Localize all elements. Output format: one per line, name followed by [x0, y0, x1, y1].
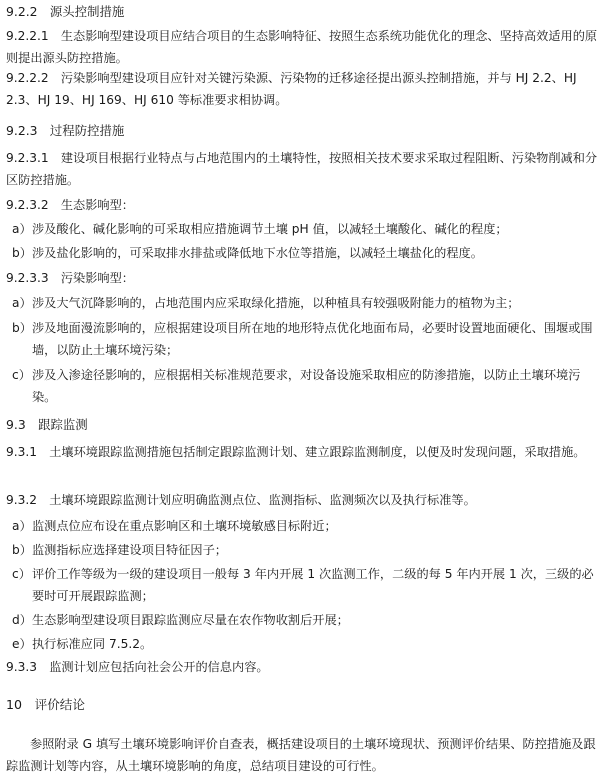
- list-item-text: 评价工作等级为一级的建设项目一般每 3 年内开展 1 次监测工作，二级的每 5 年内开展 1 次，三级的必要时可开展跟踪监测；: [32, 567, 594, 603]
- paragraph-9-2-2-1: 9.2.2.1 生态影响型建设项目应结合项目的生态影响特征、按照生态系统功能优化的理念、坚持高效适用的原则提出源头防控措施。: [6, 29, 598, 65]
- list-item: [12, 540, 604, 562]
- paragraph-9-2-3-1: 9.2.3.1 建设项目根据行业特点与占地范围内的土壤特性，按照相关技术要求采取过程阻断、污染物削减和分区防控措施。: [6, 151, 598, 187]
- paragraph-9-2-2-2: 9.2.2.2 污染影响型建设项目应针对关键污染源、污染物的迁移途径提出源头控制措施，并与 HJ 2.2、HJ 2.3、HJ 19、HJ 169、HJ 610 等标准要求相协调。: [6, 71, 577, 107]
- paragraph-9-3-2: 9.3.2 土壤环境跟踪监测计划应明确监测点位、监测指标、监测频次以及执行标准等。: [6, 493, 476, 507]
- list-item: [12, 293, 604, 315]
- list-item-text: 监测点位应布设在重点影响区和土壤环境敏感目标附近；: [32, 519, 337, 533]
- list-item: [12, 365, 604, 408]
- list-marker: c）: [12, 567, 31, 581]
- list-item-text: 涉及地面漫流影响的，应根据建设项目所在地的地形特点优化地面布局，必要时设置地面硬化、围堰或围墙，以防止土壤环境污染；: [32, 321, 593, 357]
- heading-9-2-2: 9.2.2 源头控制措施: [6, 4, 125, 19]
- list-item: [12, 610, 604, 632]
- list-item: [12, 564, 604, 607]
- list-item: [12, 634, 604, 656]
- list-marker: b）: [12, 321, 32, 335]
- list-marker: b）: [12, 246, 32, 260]
- heading-10: 10 评价结论: [6, 697, 85, 712]
- list-item-text: 涉及入渗途径影响的，应根据相关标准规范要求，对设备设施采取相应的防渗措施，以防止土壤环境污染。: [32, 368, 581, 404]
- list-item-text: 执行标准应同 7.5.2。: [32, 637, 153, 651]
- paragraph-9-2-3-3: 9.2.3.3 污染影响型：: [6, 271, 134, 285]
- heading-9-3: 9.3 跟踪监测: [6, 417, 88, 432]
- list-item-text: 涉及大气沉降影响的，占地范围内应采取绿化措施，以种植具有较强吸附能力的植物为主；: [32, 296, 520, 310]
- list-item: [12, 243, 604, 265]
- paragraph-9-3-1: 9.3.1 土壤环境跟踪监测措施包括制定跟踪监测计划、建立跟踪监测制度，以便及时发现问题，采取措施。: [6, 445, 586, 459]
- list-item-text: 生态影响型建设项目跟踪监测应尽量在农作物收割后开展；: [32, 613, 349, 627]
- list-item-text: 涉及盐化影响的，可采取排水排盐或降低地下水位等措施，以减轻土壤盐化的程度。: [32, 246, 483, 260]
- list-marker: c）: [12, 368, 31, 382]
- list-item-text: 涉及酸化、碱化影响的可采取相应措施调节土壤 pH 值，以减轻土壤酸化、碱化的程度；: [32, 222, 508, 236]
- list-marker: a）: [12, 296, 32, 310]
- list-item-text: 监测指标应选择建设项目特征因子；: [32, 543, 227, 557]
- heading-9-2-3: 9.2.3 过程防控措施: [6, 123, 125, 138]
- list-marker: d）: [12, 613, 32, 627]
- list-item: [12, 318, 604, 361]
- list-marker: a）: [12, 519, 32, 533]
- paragraph-9-3-3: 9.3.3 监测计划应包括向社会公开的信息内容。: [6, 660, 269, 674]
- list-item: [12, 516, 604, 538]
- list-marker: a）: [12, 222, 32, 236]
- list-marker: e）: [12, 637, 32, 651]
- list-item: [12, 219, 604, 241]
- paragraph-9-2-3-2: 9.2.3.2 生态影响型：: [6, 198, 134, 212]
- paragraph-10: 参照附录 G 填写土壤环境影响评价自查表，概括建设项目的土壤环境现状、预测评价结果、防控措施及跟踪监测计划等内容，从土壤环境影响的角度，总结项目建设的可行性。: [6, 737, 596, 773]
- list-marker: b）: [12, 543, 32, 557]
